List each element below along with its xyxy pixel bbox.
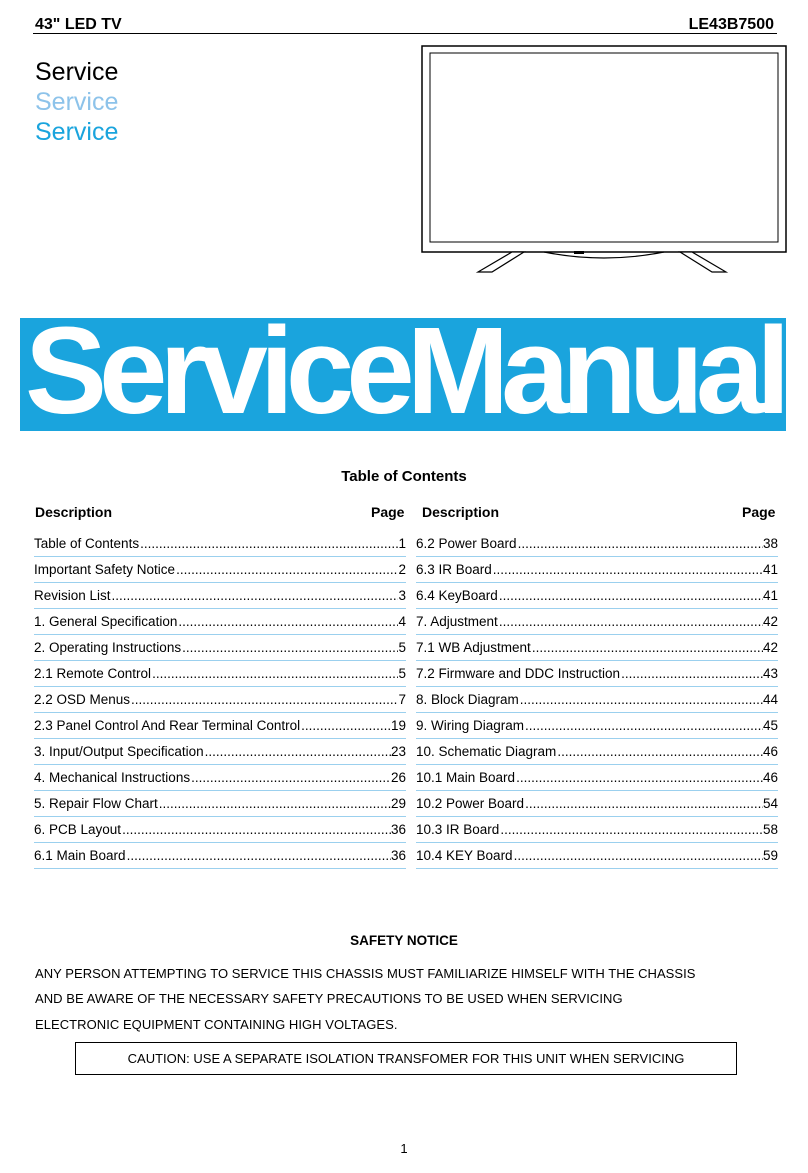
toc-entry[interactable]	[34, 765, 406, 791]
toc-entry-label: 6.4 KeyBoard	[416, 588, 498, 603]
toc-entry-page: 44	[762, 692, 778, 707]
toc-entry-page: 58	[762, 822, 778, 837]
toc-entry-label: 7. Adjustment	[416, 614, 498, 629]
toc-entry-label: 2.1 Remote Control	[34, 666, 152, 681]
toc-entry-label: 6.1 Main Board	[34, 848, 126, 863]
toc-entry[interactable]	[416, 531, 778, 557]
toc-entry-leader	[493, 557, 763, 582]
toc-entry-page: 19	[390, 718, 406, 733]
toc-entry-leader	[152, 661, 398, 686]
toc-entry[interactable]	[34, 635, 406, 661]
toc-entry-leader	[520, 687, 763, 712]
toc-entry-page: 5	[398, 640, 406, 655]
toc-entry-page: 42	[762, 614, 778, 629]
toc-entry-leader	[122, 817, 391, 842]
toc-entry-label: 2.2 OSD Menus	[34, 692, 131, 707]
toc-entry-label: 8. Block Diagram	[416, 692, 519, 707]
toc-entry-page: 46	[762, 770, 778, 785]
toc-entry-leader	[514, 843, 763, 868]
toc-entry[interactable]	[34, 557, 406, 583]
toc-entry-leader	[525, 713, 763, 738]
toc-entry-label: Table of Contents	[34, 536, 140, 551]
toc-entry-label: 9. Wiring Diagram	[416, 718, 525, 733]
toc-entry-label: 1. General Specification	[34, 614, 178, 629]
service-word-light-blue: Service	[35, 88, 119, 116]
toc-entry-leader	[516, 765, 763, 790]
toc-entry-leader	[499, 583, 763, 608]
safety-line: ELECTRONIC EQUIPMENT CONTAINING HIGH VOLTAGES.	[35, 1017, 398, 1032]
toc-entry-page: 4	[398, 614, 406, 629]
service-word-blue: Service	[35, 118, 119, 146]
tv-logo-mark	[574, 251, 584, 254]
toc-entry-page: 45	[762, 718, 778, 733]
toc-entry-leader	[182, 635, 398, 660]
toc-entry[interactable]	[416, 687, 778, 713]
service-word-black: Service	[35, 58, 119, 86]
toc-entry-page: 36	[390, 822, 406, 837]
toc-entry[interactable]	[34, 713, 406, 739]
toc-entry-label: 4. Mechanical Instructions	[34, 770, 191, 785]
toc-entry[interactable]	[416, 713, 778, 739]
toc-entry[interactable]	[34, 687, 406, 713]
toc-entry-label: Revision List	[34, 588, 111, 603]
toc-header-page-left: Page	[371, 504, 405, 520]
toc-entry-page: 46	[762, 744, 778, 759]
toc-entry[interactable]	[416, 557, 778, 583]
toc-entry-leader	[499, 609, 763, 634]
toc-entry-label: 6.3 IR Board	[416, 562, 492, 577]
toc-entry-label: 10.2 Power Board	[416, 796, 525, 811]
tv-screen	[430, 53, 778, 242]
toc-entry-page: 43	[762, 666, 778, 681]
toc-entry-label: 2. Operating Instructions	[34, 640, 182, 655]
toc-entry-leader	[112, 583, 399, 608]
toc-entry-label: 10.3 IR Board	[416, 822, 500, 837]
safety-notice-title: SAFETY NOTICE	[350, 933, 458, 948]
toc-entry[interactable]	[34, 817, 406, 843]
toc-entry-leader	[500, 817, 763, 842]
toc-entry-label: 10.1 Main Board	[416, 770, 516, 785]
toc-header-description-right: Description	[422, 504, 500, 520]
toc-entry-label: 5. Repair Flow Chart	[34, 796, 158, 811]
toc-entry-leader	[301, 713, 391, 738]
toc-entry-label: 3. Input/Output Specification	[34, 744, 204, 759]
toc-entry-page: 1	[398, 536, 406, 551]
caution-box: CAUTION: USE A SEPARATE ISOLATION TRANSFOMER FOR THIS UNIT WHEN SERVICING	[75, 1042, 737, 1075]
toc-entry[interactable]	[34, 583, 406, 609]
toc-entry[interactable]	[416, 661, 778, 687]
toc-header-description-left: Description	[35, 504, 113, 520]
toc-entry[interactable]	[416, 739, 778, 765]
tv-stand-left	[478, 252, 524, 272]
toc-entry-leader	[191, 765, 391, 790]
service-manual-banner	[20, 318, 786, 431]
toc-entry-label: 10. Schematic Diagram	[416, 744, 557, 759]
toc-entry-leader	[178, 609, 398, 634]
toc-entry-page: 7	[398, 692, 406, 707]
toc-entry[interactable]	[34, 661, 406, 687]
toc-entry[interactable]	[34, 609, 406, 635]
toc-entry-page: 23	[390, 744, 406, 759]
toc-entry-leader	[127, 843, 391, 868]
toc-entry[interactable]	[416, 791, 778, 817]
toc-entry-page: 29	[390, 796, 406, 811]
toc-entry[interactable]	[416, 609, 778, 635]
toc-entry-leader	[621, 661, 763, 686]
toc-entry[interactable]	[34, 531, 406, 557]
header-product: 43" LED TV	[35, 16, 122, 33]
toc-entry-label: 2.3 Panel Control And Rear Terminal Control	[34, 718, 301, 733]
toc-entry-label: 10.4 KEY Board	[416, 848, 513, 863]
toc-entry-page: 3	[398, 588, 406, 603]
toc-entry-leader	[140, 531, 398, 556]
toc-entry-page: 26	[390, 770, 406, 785]
toc-entry-leader	[518, 531, 763, 556]
tv-stand-right	[680, 252, 726, 272]
tv-bottom-curve	[544, 252, 664, 258]
toc-entry[interactable]	[34, 843, 406, 869]
toc-entry-page: 54	[762, 796, 778, 811]
toc-header-page-right: Page	[742, 504, 776, 520]
toc-entry-page: 36	[390, 848, 406, 863]
tv-illustration	[418, 44, 790, 280]
toc-entry-page: 42	[762, 640, 778, 655]
safety-line: AND BE AWARE OF THE NECESSARY SAFETY PRECAUTIONS TO BE USED WHEN SERVICING	[35, 991, 623, 1006]
toc-entry-leader	[205, 739, 391, 764]
banner-title: ServiceManual	[25, 318, 783, 431]
toc-entry-leader	[532, 635, 763, 660]
toc-entry[interactable]	[416, 843, 778, 869]
toc-entry-page: 41	[762, 588, 778, 603]
toc-entry-page: 38	[762, 536, 778, 551]
header-model: LE43B7500	[688, 16, 774, 33]
toc-entry[interactable]	[416, 635, 778, 661]
toc-entry[interactable]	[34, 791, 406, 817]
toc-entry-label: 6. PCB Layout	[34, 822, 122, 837]
toc-entry-leader	[131, 687, 398, 712]
toc-entry[interactable]	[34, 739, 406, 765]
tv-bezel-outer	[422, 46, 786, 252]
page-number: 1	[400, 1141, 408, 1156]
toc-entry-leader	[176, 557, 398, 582]
toc-entry[interactable]	[416, 765, 778, 791]
toc-entry-label: 7.2 Firmware and DDC Instruction	[416, 666, 621, 681]
toc-entry-leader	[557, 739, 763, 764]
toc-left-column	[34, 531, 406, 869]
toc-entry-page: 41	[762, 562, 778, 577]
toc-entry[interactable]	[416, 583, 778, 609]
toc-entry[interactable]	[416, 817, 778, 843]
toc-entry-leader	[159, 791, 391, 816]
toc-entry-label: Important Safety Notice	[34, 562, 176, 577]
safety-line: ANY PERSON ATTEMPTING TO SERVICE THIS CHASSIS MUST FAMILIARIZE HIMSELF WITH THE CHASSIS	[35, 966, 696, 981]
toc-right-column	[416, 531, 778, 869]
toc-entry-page: 2	[398, 562, 406, 577]
toc-entry-page: 59	[762, 848, 778, 863]
toc-entry-label: 7.1 WB Adjustment	[416, 640, 531, 655]
toc-title: Table of Contents	[341, 468, 467, 485]
header-rule	[33, 33, 777, 34]
toc-entry-page: 5	[398, 666, 406, 681]
toc-entry-leader	[525, 791, 763, 816]
toc-entry-label: 6.2 Power Board	[416, 536, 517, 551]
